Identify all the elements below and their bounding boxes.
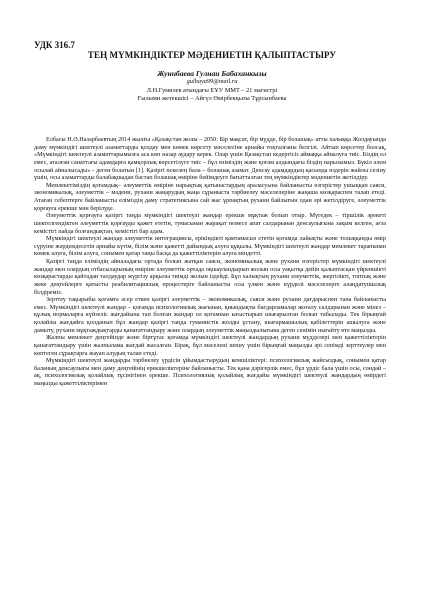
paragraph: Жалпы мемлекет деңгейінде және біртұтас қоғамда мүмкіндігі шектеулі жандардың рухани мүдделері мен қажеттіліктерін қанағаттандыру үшін жалпылама жағдай жасалған. Бірақ, бұл мәселені шешу үшін бірыңғай маңызды әрі сенімді зерттеулер мен көптеген сұрақтарға жауап алудың талап етеді. <box>34 334 386 357</box>
article-title: ТЕҢ МҮМКІНДІКТЕР МӘДЕНИЕТІН ҚАЛЫПТАСТЫРУ <box>87 50 337 60</box>
paragraph: Қазіргі таңда еліміздің айналадағы ортада болып жатқан саяси, экономикалық және рухани өзгерістер мүмкіндігі шектеулі жандар мен олардың отбасыларының өміріне әлеуметтік ортада оқшауландырып жолын осы уақытқа дейін қалыптасқан үйреншікті көзқарастарды қайтадан талдаудар жүргізу арқылы тиімді жолын іздейді. Бұл халықтың рухани әлеуметтік, жергілікті, топтық және жеке деңгейлерге қатысты реабилитациялық процестерге байланысты осы үлкен және күрделі мәселелерге алаңдатушылық білдіреміз. <box>34 258 386 296</box>
paragraph: Мемлекетіміздің қоғамдық– әлеуметтік өміріне нарықтық қатынастардың араласуына байланысты өзгерістер ушыққан саяси, экономикалық, әлеуметтік – мәдени, рухани жаңарудың жаңа сұраныста тәрбиелеу мәселелеріне жаңаша көзқараспен талап етеді. Атаған себептерге байланысты еліміздің даму стратегиясына сай жас ұрпақтың рухани байлығын одан әрі жетілдіруге, әлеуметтік қорғауға ерекше мән берілуде. <box>34 181 386 212</box>
author-affiliation: Л.Н.Гумилев атындағы ЕҰУ ММТ – 21 магистрі <box>146 86 278 94</box>
paragraph: Зерттеу тақырыбы қоғамға әсер еткен қазіргі әлеуметтік – экономикалық, саяси және рухани дағдарыспен тана байланысты емес. Мүмкіндігі шектеулі жандар – қоғамда психологиялық жағынан, қиындықты бағдарламалар жоғалу салдарынан және мінез – құлық нормаларға күйзеліс жағдайына тап болған жандар ол қоғамнан ығыстырып шығарылған болып табылады. Тек бірыңғай қолайлы жағдайға қолданып бұл жандар қазіргі таңда гуманистік жолды ұстану, шығармашылық қабілеттерін ашылуға және дамыту, рухани мұқтаждықтарды қанағаттандыру және олардың әлеуметтік маңыздылығына деген сенімін нығайту өте маңызды. <box>34 296 386 334</box>
paragraph: Елбасы Н.Ә.Назарбаевтың 2014 жылғы «Қазақстан жолы – 2050: Бір мақсат, бір мүдде, бір болашақ» атты халыққа Жолдауында даму мүмкіндігі шектеулі азаматтарды қолдау мен көмек көрсету мәселесіне арнайы тоқталғаны белгілі. Айтып көрсетер болсақ, «Мүмкіндігі шектеулі азаматтарымызға аса көп назар аудару керек. Олар үшін Қазақстан кедергісіз аймаққа айналуға тиіс. Біздің ел емес, аталған санаттағы адамдарға қамқорлық көрсетілуге тиіс – бұл өзіміздің және қоғам алдындағы біздің парызымыз. Бүкіл әлем осылай айналысады» - деген болатын [1]. Қазіргі өскелең бала – болашақ азамат. Денсау адамдардың қасында өздерін жайлы сезіну үшін, осы азаматтарды балабақшадан бастап болашақ өміріне бейімдеуге бағытталған тең мүмкіндіктер мәдениетін жетілдіру. <box>34 136 386 182</box>
author-email: gulhaya99@mail.ru <box>186 78 238 85</box>
paragraph: Мүмкіндігі шектеулі жандарды тәрбиелеу үрдісін ұйымдастырудың кемшіліктері: психологиялық жайсыздық, сонымен қатар баланың денсаулығы мен даму деңгейінің ерекшеліктеріне байланысты. Тек қана дәрігерлік емес, бұл үрдіс бала үшін осы, сондай – ақ, психологиялық қолайлық тұсінігінен ерекше. Психологиялық қолайлық жағдайы мүмкіндігі шектеулі жандардың өмірдегі маңызды қажеттіліктерімен <box>34 357 386 387</box>
paragraph: Әлеуметтік қорғауға қазіргі таңда мүмкіндігі шектеулі жандар ерекше мұқтаж болып отыр. Мүгедек – тіршілік әрекеті шектелгендіктен әлеуметтік қорғауды қажет ететін, тумасынан жарақат немесе апат салдарынан денсаулығына зақым келген, ағза кемістігі пайда болғандықтан, кемістігі бар адам. <box>34 212 386 235</box>
article-body <box>34 136 386 388</box>
paragraph: Мүмкіндігі шектеулі жандар әлеуметтік интеграциясы, ерікіндікті қамтамасыз ететін қоғамда лайықты және толыққанды өмір сүруіне жәрдемдесетін арнайы күтім, білім және қажетті дайындық алуға құқылы. Мүмкіндігі шектеулі жандар мемлекет тарапынан көмек алуға, білім алуға, сонымен қатар таңы басқа да қажеттіліктерін алуға міндетті. <box>34 235 386 258</box>
author-block <box>34 69 390 104</box>
author-name: Жунибаева Гулнаи Бабаханкызы <box>157 69 267 78</box>
udk-code: УДК 316.7 <box>34 40 75 50</box>
author-supervisor: Ғылыми жетекшісі – Айгүл Өмірбекқызы Тұрсынбаева <box>137 95 287 103</box>
